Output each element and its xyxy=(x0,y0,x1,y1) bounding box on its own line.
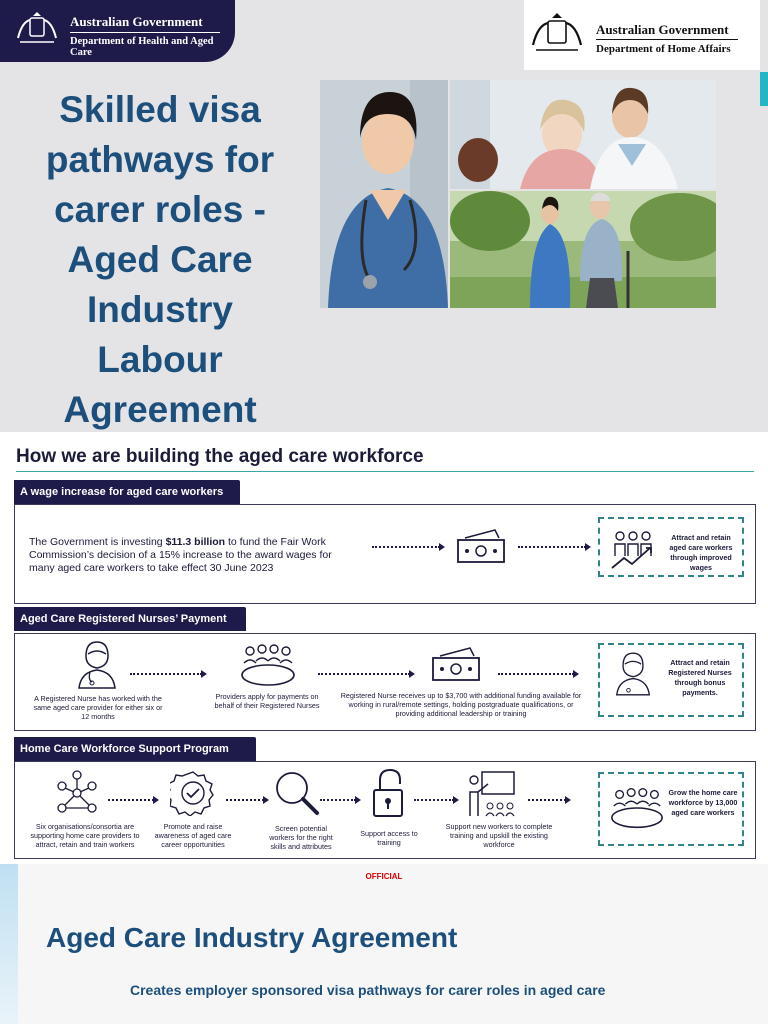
money-icon xyxy=(430,644,482,684)
logo-left-line1: Australian Government xyxy=(70,14,203,29)
home-step-1: Six organisations/consortia are supporting home care providers to attract, retain and train workers xyxy=(30,822,140,849)
nurses-section-band: Aged Care Registered Nurses’ Payment xyxy=(14,607,246,631)
nurses-arrowhead-1 xyxy=(201,670,207,678)
heading-rule xyxy=(16,471,754,472)
home-arrowhead-5 xyxy=(565,796,571,804)
home-arrow-1 xyxy=(108,799,154,801)
logo-right-rule xyxy=(596,39,738,40)
wage-arrow-1 xyxy=(372,546,440,548)
wage-description xyxy=(29,536,359,575)
wage-text-post: to fund the Fair Work Commission’s decision of a 15% increase to the award wages for many aged care workers to take effect 30 June 2023 xyxy=(29,536,332,574)
badge-check-icon xyxy=(170,770,216,816)
agreement-title: Aged Care Industry Agreement xyxy=(46,922,458,953)
wage-text-pre: The Government is investing xyxy=(29,536,166,548)
photo-smiling-nurse xyxy=(320,80,448,308)
nurses-arrow-2 xyxy=(318,673,410,675)
coat-of-arms-icon xyxy=(14,8,60,48)
logo-left-line2: Department of Health and Aged Care xyxy=(70,36,214,58)
logo-health-aged-care[interactable] xyxy=(0,0,235,62)
nurse-icon xyxy=(614,650,652,698)
meeting-table-icon xyxy=(608,786,666,830)
home-arrowhead-2 xyxy=(263,796,269,804)
workers-growth-icon xyxy=(610,530,656,570)
home-arrow-3 xyxy=(320,799,356,801)
nurses-arrowhead-3 xyxy=(573,670,579,678)
nurses-step-2: Providers apply for payments on behalf of their Registered Nurses xyxy=(214,692,320,710)
money-icon xyxy=(455,526,507,566)
nurses-step-3: Registered Nurse receives up to $3,700 with additional funding available for working in rural/remote settings, holding postgraduate qualifications, or providing additional leadership or training xyxy=(340,691,582,718)
nurses-arrowhead-2 xyxy=(409,670,415,678)
meeting-table-icon xyxy=(238,643,298,687)
home-arrowhead-4 xyxy=(453,796,459,804)
wage-arrow-2 xyxy=(518,546,586,548)
trainer-icon xyxy=(466,770,518,818)
agreement-subtitle: Creates employer sponsored visa pathways for carer roles in aged care xyxy=(130,982,606,998)
nurses-step-1: A Registered Nurse has worked with the same aged care provider for either six or 12 months xyxy=(33,694,163,721)
logo-left-rule xyxy=(70,32,220,33)
home-step-5: Support new workers to complete training and upskill the existing workforce xyxy=(445,822,553,849)
decorative-edge xyxy=(0,864,18,1024)
page-title: Skilled visa pathways for carer roles - Aged Care Industry Labour Agreement xyxy=(45,89,275,430)
home-arrowhead-1 xyxy=(153,796,159,804)
teal-accent xyxy=(760,72,768,106)
nurses-arrow-1 xyxy=(130,673,202,675)
wage-amount: $11.3 billion xyxy=(165,536,226,548)
wage-outcome-text: Attract and retain aged care workers through improved wages xyxy=(669,533,733,572)
home-arrow-5 xyxy=(528,799,566,801)
logo-home-affairs[interactable] xyxy=(524,0,760,70)
home-arrowhead-3 xyxy=(355,796,361,804)
logo-right-line2: Department of Home Affairs xyxy=(596,43,731,55)
logo-right-line1: Australian Government xyxy=(596,22,729,37)
home-step-4: Support access to training xyxy=(360,829,418,847)
home-section-band: Home Care Workforce Support Program xyxy=(14,737,256,761)
photo-doctor-with-patient xyxy=(450,80,716,189)
wage-arrowhead-1 xyxy=(439,543,445,551)
home-arrow-4 xyxy=(414,799,454,801)
nurses-outcome-text: Attract and retain Registered Nurses through bonus payments. xyxy=(668,658,732,697)
coat-of-arms-icon xyxy=(528,9,586,57)
home-outcome-text: Grow the home care workforce by 13,000 aged care workers xyxy=(668,788,738,817)
photo-nurse-assisting-elder xyxy=(450,191,716,308)
home-arrow-2 xyxy=(226,799,264,801)
nurse-icon xyxy=(76,640,118,690)
home-step-2: Promote and raise awareness of aged care career opportunities xyxy=(154,822,232,849)
nurses-arrow-3 xyxy=(498,673,574,675)
network-icon xyxy=(54,770,100,816)
padlock-icon xyxy=(372,768,404,820)
wage-arrowhead-2 xyxy=(585,543,591,551)
magnifier-icon xyxy=(274,770,320,818)
wage-section-band: A wage increase for aged care workers xyxy=(14,480,240,504)
home-step-3: Screen potential workers for the right skills and attributes xyxy=(269,824,333,851)
official-marking: OFFICIAL xyxy=(365,872,403,881)
section-heading: How we are building the aged care workforce xyxy=(16,446,424,467)
